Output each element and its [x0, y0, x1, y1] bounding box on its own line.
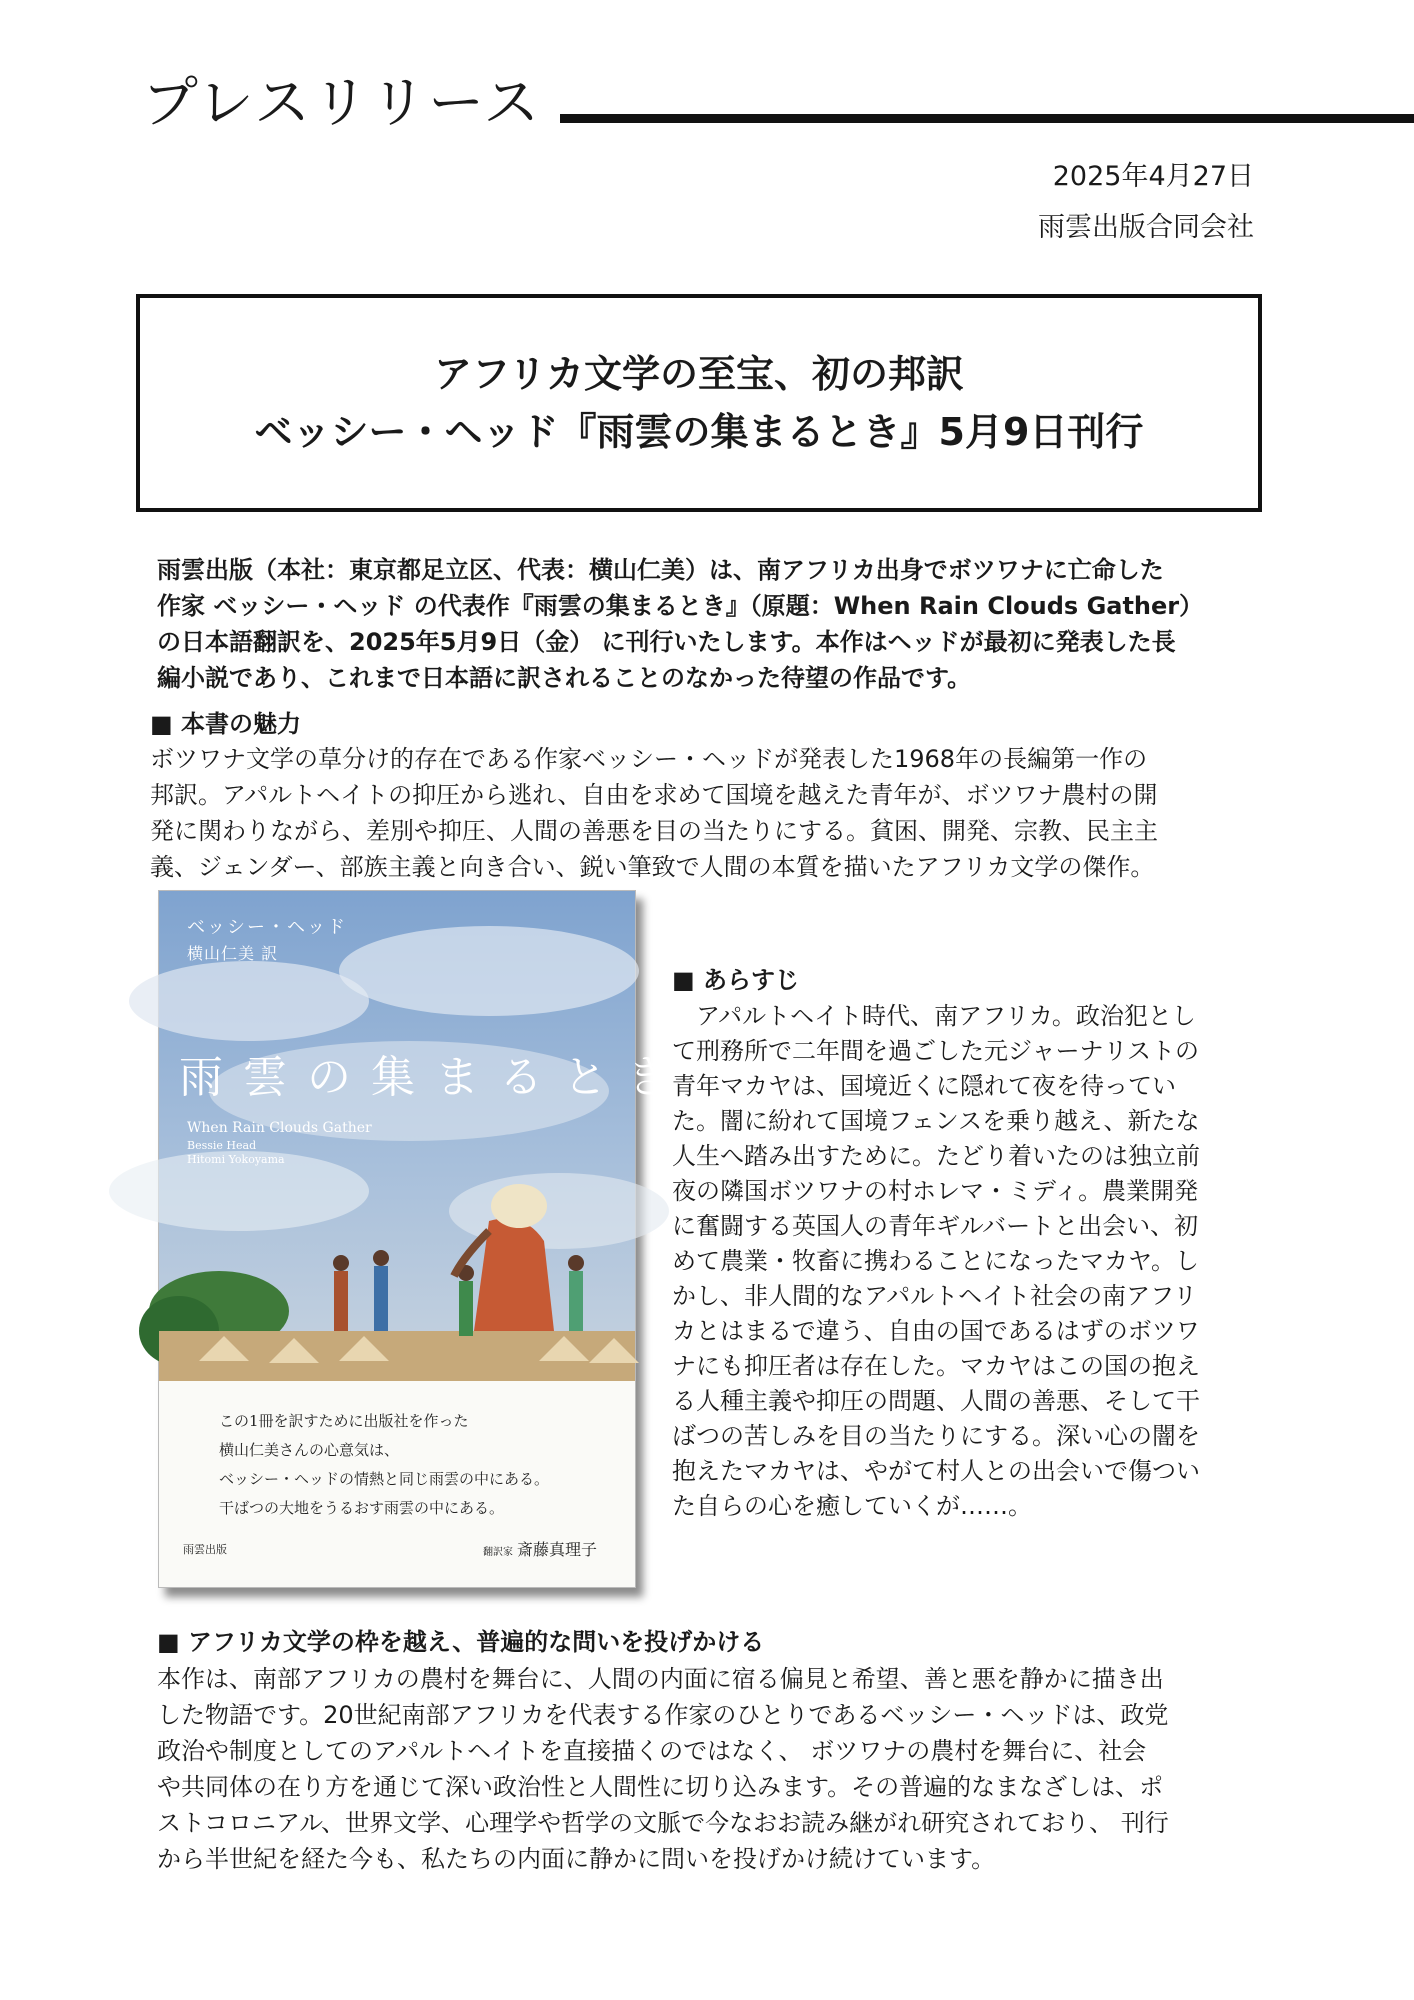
section-heading-universal: ■ アフリカ文学の枠を越え、普遍的な問いを投げかける: [157, 1628, 765, 1656]
release-date: 2025年4月27日: [1052, 161, 1254, 192]
section-body-appeal: [150, 741, 1158, 885]
lead-line: 雨雲出版（本社：東京都足立区、代表：横山仁美）は、南アフリカ出身でボツワナに亡命した: [157, 556, 1164, 584]
body-line: ナにも抑圧者は存在した。マカヤはこの国の抱え: [672, 1352, 1200, 1380]
body-line: めて農業・牧畜に携わることになったマカヤ。し: [672, 1247, 1200, 1275]
body-line: アパルトヘイト時代、南アフリカ。政治犯とし: [672, 1002, 1196, 1030]
body-line: や共同体の在り方を通じて深い政治性と人間性に切り込みます。その普遍的なまなざしは、ポ: [157, 1773, 1164, 1801]
body-line: て刑務所で二年間を過ごした元ジャーナリストの: [672, 1037, 1200, 1065]
cover-translator-en: Hitomi Yokoyama: [187, 1153, 285, 1166]
body-line: 青年マカヤは、国境近くに隠れて夜を待ってい: [672, 1072, 1176, 1100]
cover-translator: 横山仁美 訳: [187, 944, 279, 963]
cover-author: ベッシー・ヘッド: [187, 917, 347, 938]
cover-author-en: Bessie Head: [187, 1139, 257, 1152]
headline-box: [136, 294, 1262, 512]
body-line: 邦訳。アパルトヘイトの抑圧から逃れ、自由を求めて国境を越えた青年が、ボツワナ農村の開: [150, 781, 1158, 809]
headline-line-2: ベッシー・ヘッド『雨雲の集まるとき』5月9日刊行: [254, 410, 1144, 454]
body-line: た自らの心を癒していくが……。: [672, 1492, 1032, 1520]
body-line: 本作は、南部アフリカの農村を舞台に、人間の内面に宿る偏見と希望、善と悪を静かに描き出: [157, 1665, 1164, 1693]
cover-endorser: [483, 1537, 597, 1560]
body-line: 政治や制度としてのアパルトヘイトを直接描くのではなく、 ボツワナの農村を舞台に、社会: [157, 1737, 1147, 1765]
blurb-line: この1冊を訳すために出版社を作った: [219, 1412, 469, 1430]
body-line: に奮闘する英国人の青年ギルバートと出会い、初: [672, 1212, 1199, 1240]
body-line: ばつの苦しみを目の当たりにする。深い心の闇を: [672, 1422, 1200, 1450]
cover-publisher: 雨雲出版: [183, 1543, 227, 1556]
lead-line: 作家 ベッシー・ヘッド の代表作『雨雲の集まるとき』（原題：When Rain Clouds Gather）: [157, 592, 1204, 620]
body-line: かし、非人間的なアパルトヘイト社会の南アフリ: [672, 1282, 1198, 1310]
body-line: た。闇に紛れて国境フェンスを乗り越え、新たな: [672, 1107, 1200, 1135]
lead-paragraph: [157, 552, 1262, 696]
blurb-line: 干ばつの大地をうるおす雨雲の中にある。: [219, 1499, 505, 1517]
cover-blurb: [219, 1407, 549, 1523]
endorser-role: 翻訳家: [482, 1547, 513, 1558]
title-rule: [560, 114, 1414, 123]
body-line: 抱えたマカヤは、やがて村人との出会いで傷つい: [672, 1457, 1200, 1485]
section-heading-appeal: ■ 本書の魅力: [150, 710, 302, 738]
body-line: ストコロニアル、世界文学、心理学や哲学の文脈で今なおお読み継がれ研究されており、 刊行: [157, 1809, 1169, 1837]
lead-line: の日本語翻訳を、2025年5月9日（金） に刊行いたします。本作はヘッドが最初に発表した長: [157, 628, 1176, 656]
company-name: 雨雲出版合同会社: [1038, 212, 1254, 243]
lead-line: 編小説であり、これまで日本語に訳されることのなかった待望の作品です。: [157, 664, 972, 692]
page-title: プレスリリース: [142, 71, 542, 136]
endorser-name: 斎藤真理子: [516, 1540, 597, 1559]
body-line: 義、ジェンダー、部族主義と向き合い、鋭い筆致で人間の本質を描いたアフリカ文学の傑作。: [150, 853, 1155, 881]
cover-title-en: When Rain Clouds Gather: [187, 1120, 372, 1136]
blurb-line: ベッシー・ヘッドの情熱と同じ雨雲の中にある。: [219, 1470, 550, 1488]
body-line: 夜の隣国ボツワナの村ホレマ・ミディ。農業開発: [672, 1177, 1199, 1205]
body-line: ボツワナ文学の草分け的存在である作家ベッシー・ヘッドが発表した1968年の長編第一作の: [150, 745, 1148, 773]
body-line: る人種主義や抑圧の問題、人間の善悪、そして干: [672, 1387, 1200, 1415]
blurb-line: 横山仁美さんの心意気は、: [219, 1441, 400, 1459]
cover-title: 雨雲の集まるとき: [179, 1052, 691, 1103]
body-line: 発に関わりながら、差別や抑圧、人間の善悪を目の当たりにする。貧困、開発、宗教、民主主: [150, 817, 1158, 845]
body-line: 人生へ踏み出すために。たどり着いたのは独立前: [672, 1142, 1200, 1170]
body-line: カとはまるで違う、自由の国であるはずのボツワ: [672, 1317, 1200, 1345]
section-body-synopsis: [672, 999, 1200, 1524]
section-heading-synopsis: ■ あらすじ: [672, 966, 800, 994]
body-line: した物語です。20世紀南部アフリカを代表する作家のひとりであるベッシー・ヘッドは、政党: [157, 1701, 1169, 1729]
headline-line-1: アフリカ文学の至宝、初の邦訳: [433, 352, 965, 396]
section-body-universal: [157, 1661, 1169, 1877]
book-cover: [158, 890, 691, 1588]
body-line: から半世紀を経た今も、私たちの内面に静かに問いを投げかけ続けています。: [157, 1845, 996, 1873]
